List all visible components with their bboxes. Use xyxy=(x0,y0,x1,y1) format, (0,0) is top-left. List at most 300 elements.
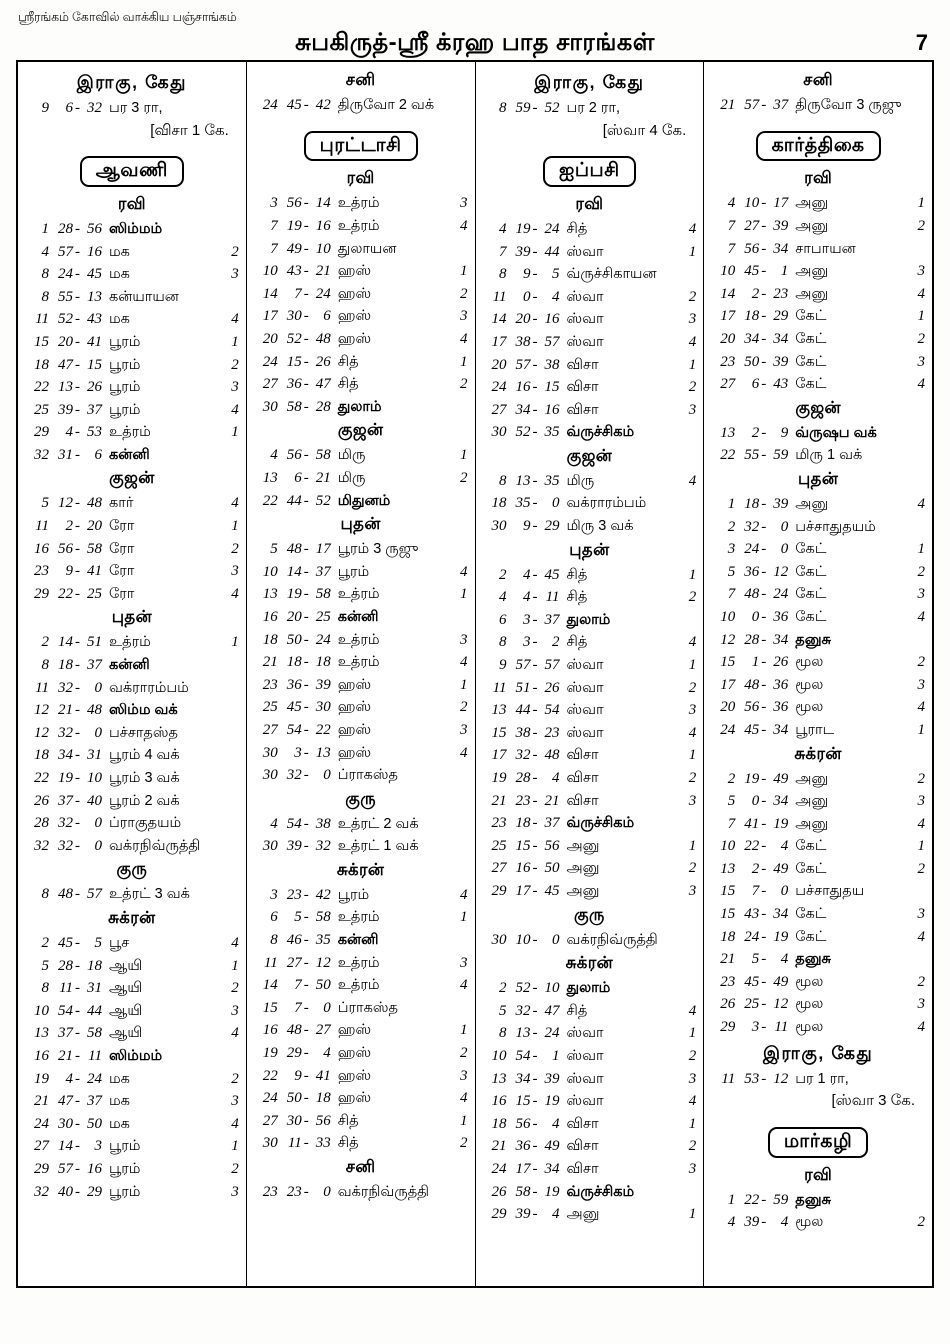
transit-row xyxy=(483,977,697,1000)
transit-value-minor: 24 xyxy=(87,1070,102,1087)
value-separator-dash: - xyxy=(761,951,767,968)
transit-row xyxy=(711,238,925,261)
value-separator-dash: - xyxy=(761,928,767,945)
transit-nakshatra-name: மூல xyxy=(795,1214,824,1231)
transit-pada-number: 2 xyxy=(917,973,925,990)
value-separator-dash: - xyxy=(761,973,767,990)
transit-value-minor: 15 xyxy=(544,379,560,396)
value-separator-dash: - xyxy=(75,266,80,283)
table-column xyxy=(18,62,247,1286)
transit-pada-number: 1 xyxy=(231,333,239,350)
value-separator-dash: - xyxy=(532,220,538,237)
transit-pada-number: 1 xyxy=(460,676,468,693)
transit-value-major: 13 xyxy=(58,379,73,396)
month-name-badge: மார்கழி xyxy=(768,1127,868,1158)
transit-day: 14 xyxy=(262,977,278,994)
transit-value-minor: 43 xyxy=(87,311,102,328)
value-separator-dash: - xyxy=(532,634,538,651)
transit-row xyxy=(711,1189,925,1212)
transit-day: 28 xyxy=(34,815,49,832)
transit-nakshatra-name: பூரம் 2 வக் xyxy=(109,792,180,809)
transit-row xyxy=(483,1135,697,1158)
transit-day: 25 xyxy=(491,837,507,854)
transit-row xyxy=(25,1181,239,1204)
transit-row xyxy=(25,515,239,538)
transit-pada-number: 4 xyxy=(460,744,468,761)
value-separator-dash: - xyxy=(761,331,767,347)
transit-row xyxy=(711,192,925,215)
transit-row xyxy=(254,490,468,513)
transit-value-minor: 26 xyxy=(544,679,560,696)
transit-pada-number: 4 xyxy=(460,331,468,347)
transit-pada-number: 3 xyxy=(231,1183,239,1200)
transit-value-major: 4 xyxy=(523,566,531,583)
transit-row xyxy=(25,722,239,745)
value-separator-dash: - xyxy=(75,837,80,854)
transit-value-minor: 58 xyxy=(315,909,331,926)
transit-row xyxy=(711,790,925,813)
transit-nakshatra-name: உத்ரம் xyxy=(337,977,380,994)
transit-row xyxy=(25,399,239,422)
transit-row xyxy=(25,583,239,606)
transit-day: 2 xyxy=(499,566,507,583)
transit-row xyxy=(483,929,697,952)
transit-row xyxy=(254,396,468,419)
transit-value-minor: 16 xyxy=(544,311,560,328)
transit-nakshatra-name: ஹஸ் xyxy=(337,308,372,325)
transit-nakshatra-name: ஆயி xyxy=(109,1025,143,1042)
transit-day: 8 xyxy=(499,634,507,651)
transit-nakshatra-name: உத்ரம் xyxy=(337,654,380,671)
transit-value-minor: 4 xyxy=(552,770,560,786)
transit-value-minor: 0 xyxy=(552,495,560,512)
transit-nakshatra-name: பூரம் xyxy=(337,886,370,903)
value-separator-dash: - xyxy=(303,263,309,280)
transit-day: 13 xyxy=(491,1070,507,1087)
transit-day: 12 xyxy=(34,702,49,719)
transit-day: 11 xyxy=(35,311,49,328)
transit-day: 24 xyxy=(262,353,278,370)
transit-value-minor: 36 xyxy=(773,676,789,693)
transit-value-minor: 12 xyxy=(315,954,331,971)
transit-continuation-line: [ஸ்வா 4 கே. xyxy=(602,121,687,139)
transit-day: 15 xyxy=(720,906,736,923)
transit-value-minor: 16 xyxy=(87,243,102,260)
transit-row xyxy=(25,812,239,835)
planet-section-heading: இராகு, கேது xyxy=(76,72,188,92)
value-separator-dash: - xyxy=(75,1093,80,1110)
value-separator-dash: - xyxy=(761,447,767,464)
transit-pada-number: 1 xyxy=(917,308,925,325)
transit-nakshatra-name: ஸ்வா xyxy=(566,1047,604,1064)
page-number: 7 xyxy=(915,30,928,55)
value-separator-dash: - xyxy=(761,699,767,716)
transit-value-minor: 31 xyxy=(87,747,102,764)
transit-nakshatra-name: சித் xyxy=(566,220,588,237)
transit-row xyxy=(711,516,925,539)
transit-value-minor: 24 xyxy=(315,285,331,302)
transit-value-minor: 37 xyxy=(315,563,331,580)
transit-day: 25 xyxy=(34,401,49,418)
transit-value-minor: 49 xyxy=(544,1138,560,1155)
transit-value-major: 48 xyxy=(58,886,73,903)
transit-row xyxy=(25,932,239,955)
transit-row xyxy=(483,699,697,722)
value-separator-dash: - xyxy=(532,1115,538,1132)
transit-value-major: 34 xyxy=(58,747,73,764)
transit-value-minor: 0 xyxy=(94,815,102,832)
value-separator-dash: - xyxy=(532,1002,538,1019)
transit-day: 16 xyxy=(262,1022,278,1039)
transit-value-major: 38 xyxy=(515,724,531,741)
transit-value-minor: 4 xyxy=(780,838,789,855)
transit-row xyxy=(711,813,925,836)
transit-value-minor: 56 xyxy=(315,1112,331,1129)
transit-value-major: 19 xyxy=(515,220,531,237)
transit-value-minor: 4 xyxy=(780,951,789,968)
transit-nakshatra-name: மக xyxy=(109,243,130,260)
transit-nakshatra-name: பூரம் xyxy=(109,379,141,396)
transit-row xyxy=(711,1211,925,1234)
transit-value-minor: 20 xyxy=(87,518,102,535)
transit-pada-number: 3 xyxy=(460,631,468,648)
page-title: சுபகிருத்-ஶ்ரீ க்ரஹ பாத சாரங்கள் xyxy=(295,29,655,56)
transit-pada-number: 1 xyxy=(688,243,697,260)
transit-value-major: 21 xyxy=(58,1047,73,1064)
transit-row xyxy=(25,354,239,377)
transit-value-major: 34 xyxy=(515,401,531,418)
transit-row xyxy=(711,373,925,396)
transit-row xyxy=(254,94,468,117)
transit-nakshatra-name: வக்ரநிவ்ருத்தி xyxy=(337,1184,430,1200)
transit-row xyxy=(254,742,468,765)
transit-nakshatra-name: ரோ xyxy=(109,518,135,535)
transit-pada-number: 2 xyxy=(231,356,239,373)
transit-day: 24 xyxy=(491,379,507,396)
transit-nakshatra-name: ரோ xyxy=(109,540,135,557)
transit-day: 16 xyxy=(34,1047,49,1064)
transit-nakshatra-name: மூல xyxy=(795,699,824,716)
transit-value-major: 22 xyxy=(58,585,73,602)
value-separator-dash: - xyxy=(761,860,767,877)
transit-row xyxy=(254,1087,468,1110)
transit-value-major: 3 xyxy=(523,611,531,628)
transit-pada-number: 3 xyxy=(231,1002,239,1019)
transit-value-major: 30 xyxy=(286,308,302,325)
transit-day: 4 xyxy=(41,243,49,260)
transit-value-major: 39 xyxy=(286,838,302,855)
transit-nakshatra-name: கேட் xyxy=(795,541,827,558)
transit-row xyxy=(25,1068,239,1091)
value-separator-dash: - xyxy=(761,424,767,441)
value-separator-dash: - xyxy=(532,1093,538,1110)
transit-nakshatra-name: கன்னி xyxy=(109,657,150,674)
transit-value-major: 14 xyxy=(58,1138,73,1155)
transit-value-major: 50 xyxy=(286,631,302,648)
transit-row xyxy=(483,767,697,790)
transit-value-major: 37 xyxy=(58,1025,73,1042)
value-separator-dash: - xyxy=(532,837,538,854)
transit-value-major: 30 xyxy=(58,1115,73,1132)
transit-value-major: 48 xyxy=(286,541,302,558)
transit-continuation-line: [ஸ்வா 3 கே. xyxy=(831,1092,915,1110)
transit-row xyxy=(483,241,697,264)
transit-nakshatra-name: பூராட xyxy=(795,721,835,738)
transit-value-minor: 59 xyxy=(773,447,789,464)
planet-transit-table xyxy=(16,60,934,1288)
transit-value-major: 13 xyxy=(515,472,531,489)
transit-day: 1 xyxy=(41,220,49,237)
transit-pada-number: 1 xyxy=(688,837,697,854)
value-separator-dash: - xyxy=(75,1183,80,1200)
transit-value-minor: 23 xyxy=(773,285,789,302)
value-separator-dash: - xyxy=(303,218,309,235)
transit-pada-number: 3 xyxy=(688,792,697,809)
transit-row xyxy=(25,654,239,677)
value-separator-dash: - xyxy=(532,1070,538,1087)
transit-value-major: 0 xyxy=(751,608,760,625)
transit-day: 8 xyxy=(41,657,49,674)
transit-pada-number: 3 xyxy=(231,563,239,580)
planet-section-heading: இராகு, கேது xyxy=(534,72,645,92)
transit-value-minor: 47 xyxy=(544,1002,560,1019)
transit-value-minor: 41 xyxy=(315,1067,331,1084)
transit-day: 21 xyxy=(491,792,507,809)
transit-row xyxy=(254,629,468,652)
transit-value-minor: 25 xyxy=(315,608,331,625)
transit-row xyxy=(711,305,925,328)
transit-pada-number: 3 xyxy=(460,954,468,971)
transit-value-major: 57 xyxy=(58,1160,73,1177)
transit-row xyxy=(711,971,925,994)
value-separator-dash: - xyxy=(75,424,80,441)
transit-day: 22 xyxy=(720,447,736,464)
transit-value-major: 59 xyxy=(515,100,531,116)
transit-nakshatra-name: உத்ரம் xyxy=(337,218,380,235)
transit-value-major: 19 xyxy=(744,770,760,787)
month-name-badge: புரட்டாசி xyxy=(304,131,418,162)
transit-nakshatra-name: மிரு 3 வக் xyxy=(566,518,634,535)
value-separator-dash: - xyxy=(303,353,309,370)
transit-value-minor: 0 xyxy=(94,724,102,741)
transit-row xyxy=(254,192,468,215)
transit-value-major: 50 xyxy=(286,1090,302,1107)
transit-pada-number: 4 xyxy=(231,1025,239,1042)
value-separator-dash: - xyxy=(75,585,80,602)
transit-value-minor: 39 xyxy=(773,218,789,235)
transit-nakshatra-name: சித் xyxy=(566,634,588,651)
transit-value-minor: 24 xyxy=(773,586,789,603)
transit-day: 4 xyxy=(499,220,507,237)
transit-value-minor: 37 xyxy=(87,657,102,674)
value-separator-dash: - xyxy=(761,541,767,558)
value-separator-dash: - xyxy=(532,379,538,396)
transit-row xyxy=(25,955,239,978)
transit-pada-number: 3 xyxy=(231,266,239,283)
transit-day: 15 xyxy=(720,654,736,671)
transit-value-major: 32 xyxy=(515,747,531,764)
transit-row xyxy=(711,903,925,926)
transit-day: 17 xyxy=(720,676,736,693)
transit-nakshatra-name: மக xyxy=(109,1070,130,1087)
value-separator-dash: - xyxy=(303,398,309,415)
transit-day: 30 xyxy=(262,744,278,761)
transit-day: 27 xyxy=(720,376,736,393)
transit-day: 8 xyxy=(41,288,49,305)
transit-row xyxy=(483,1181,697,1204)
transit-value-minor: 37 xyxy=(87,1093,102,1110)
transit-day: 18 xyxy=(491,1115,507,1132)
value-separator-dash: - xyxy=(75,518,80,535)
value-separator-dash: - xyxy=(761,195,767,212)
transit-nakshatra-name: ஆயி xyxy=(109,980,143,997)
transit-nakshatra-name: பூரம் 3 வக் xyxy=(109,770,180,786)
transit-pada-number: 2 xyxy=(917,563,925,580)
transit-value-major: 56 xyxy=(515,1115,531,1132)
value-separator-dash: - xyxy=(75,724,80,741)
transit-value-major: 48 xyxy=(744,676,760,693)
transit-value-minor: 36 xyxy=(773,608,789,625)
transit-nakshatra-name: கன்னி xyxy=(337,608,379,625)
value-separator-dash: - xyxy=(761,1070,767,1087)
value-separator-dash: - xyxy=(303,469,309,486)
transit-row xyxy=(711,561,925,584)
transit-nakshatra-name: பூரம் xyxy=(109,1160,141,1177)
value-separator-dash: - xyxy=(75,957,80,974)
transit-pada-number: 4 xyxy=(688,1093,697,1110)
value-separator-dash: - xyxy=(75,980,80,997)
transit-nakshatra-name: ப்ராகஸ்த xyxy=(337,999,398,1016)
transit-value-minor: 31 xyxy=(87,980,102,997)
transit-value-major: 58 xyxy=(515,1183,531,1200)
transit-pada-number: 3 xyxy=(917,996,925,1013)
transit-day: 21 xyxy=(491,1138,507,1155)
transit-value-major: 55 xyxy=(744,447,760,464)
transit-pada-number: 4 xyxy=(460,886,468,903)
transit-value-major: 17 xyxy=(515,1160,531,1177)
value-separator-dash: - xyxy=(532,611,538,628)
transit-day: 14 xyxy=(491,311,507,328)
transit-value-major: 54 xyxy=(515,1047,531,1064)
transit-day: 18 xyxy=(262,631,278,648)
planet-section-heading: சுக்ரன் xyxy=(565,954,614,973)
transit-nakshatra-name: கேட் xyxy=(795,331,827,347)
transit-value-major: 54 xyxy=(58,1002,73,1019)
transit-value-major: 18 xyxy=(744,495,760,512)
transit-nakshatra-name: விசா xyxy=(566,1115,599,1132)
transit-pada-number: 4 xyxy=(231,311,239,328)
transit-value-major: 16 xyxy=(515,379,531,396)
transit-day: 10 xyxy=(720,838,736,855)
transit-nakshatra-name: வக்ராரம்பம் xyxy=(566,495,647,512)
transit-nakshatra-name: உத்ரட் 2 வக் xyxy=(337,815,419,832)
transit-row xyxy=(711,696,925,719)
transit-nakshatra-name: ரோ xyxy=(109,563,135,580)
transit-value-major: 4 xyxy=(523,589,531,606)
transit-value-major: 22 xyxy=(744,1191,760,1208)
transit-row xyxy=(483,286,697,309)
transit-value-minor: 29 xyxy=(773,308,789,325)
transit-nakshatra-name: அனு xyxy=(795,770,829,787)
value-separator-dash: - xyxy=(303,631,309,648)
planet-section-heading: சனி xyxy=(803,71,833,89)
transit-value-minor: 18 xyxy=(87,957,102,974)
transit-day: 11 xyxy=(35,679,49,696)
transit-value-major: 19 xyxy=(286,218,302,235)
transit-value-major: 28 xyxy=(744,631,760,648)
transit-value-major: 10 xyxy=(515,931,531,948)
planet-section-heading: குஜன் xyxy=(337,421,384,440)
value-separator-dash: - xyxy=(532,566,538,583)
transit-value-major: 38 xyxy=(515,333,531,350)
transit-day: 8 xyxy=(499,100,507,116)
transit-value-minor: 16 xyxy=(544,401,560,418)
planet-section-heading: குஜன் xyxy=(566,446,613,465)
transit-nakshatra-name: மக xyxy=(109,1115,130,1132)
transit-row xyxy=(711,926,925,949)
transit-nakshatra-name: ஸிம்மம் xyxy=(109,220,163,237)
transit-day: 8 xyxy=(41,266,49,283)
transit-value-major: 44 xyxy=(515,702,531,719)
transit-value-major: 57 xyxy=(744,97,760,113)
transit-value-minor: 17 xyxy=(315,541,331,558)
transit-value-major: 18 xyxy=(744,308,760,325)
transit-row xyxy=(711,94,925,117)
transit-row xyxy=(483,564,697,587)
transit-day: 11 xyxy=(35,518,49,535)
transit-value-major: 56 xyxy=(286,447,302,464)
transit-day: 20 xyxy=(720,331,736,347)
transit-nakshatra-name: ஸ்வா xyxy=(566,679,604,696)
transit-day: 20 xyxy=(262,331,278,347)
transit-value-minor: 29 xyxy=(544,518,560,535)
transit-nakshatra-name: துலாம் xyxy=(337,398,382,415)
transit-row xyxy=(254,1019,468,1042)
transit-row xyxy=(25,677,239,700)
transit-value-major: 48 xyxy=(286,1022,302,1039)
value-separator-dash: - xyxy=(75,792,80,809)
transit-value-major: 32 xyxy=(58,815,73,832)
transit-day: 26 xyxy=(720,996,736,1013)
transit-day: 22 xyxy=(34,379,49,396)
transit-value-minor: 4 xyxy=(323,1045,331,1062)
transit-pada-number: 3 xyxy=(231,379,239,396)
transit-nakshatra-name: துலாம் xyxy=(566,611,611,628)
transit-value-major: 45 xyxy=(744,721,760,738)
value-separator-dash: - xyxy=(303,331,309,347)
transit-day: 16 xyxy=(34,540,49,557)
transit-day: 7 xyxy=(270,218,278,235)
transit-pada-number: 4 xyxy=(231,585,239,602)
transit-nakshatra-name: சித் xyxy=(566,589,588,606)
value-separator-dash: - xyxy=(303,492,309,509)
transit-nakshatra-name: மிரு xyxy=(566,472,595,489)
transit-pada-number: 3 xyxy=(688,1070,697,1087)
transit-row xyxy=(483,1022,697,1045)
transit-value-major: 15 xyxy=(515,1093,531,1110)
transit-day: 5 xyxy=(41,957,49,974)
transit-value-minor: 54 xyxy=(544,702,560,719)
transit-pada-number: 4 xyxy=(231,934,239,951)
planet-section-heading: சுக்ரன் xyxy=(108,908,156,927)
month-name-badge: ஆவணி xyxy=(80,156,184,187)
transit-nakshatra-name: ஸ்வா xyxy=(566,702,604,719)
transit-row xyxy=(254,283,468,306)
transit-day: 27 xyxy=(262,1112,278,1129)
transit-row xyxy=(25,286,239,309)
transit-row xyxy=(25,241,239,264)
transit-value-minor: 11 xyxy=(545,589,560,606)
